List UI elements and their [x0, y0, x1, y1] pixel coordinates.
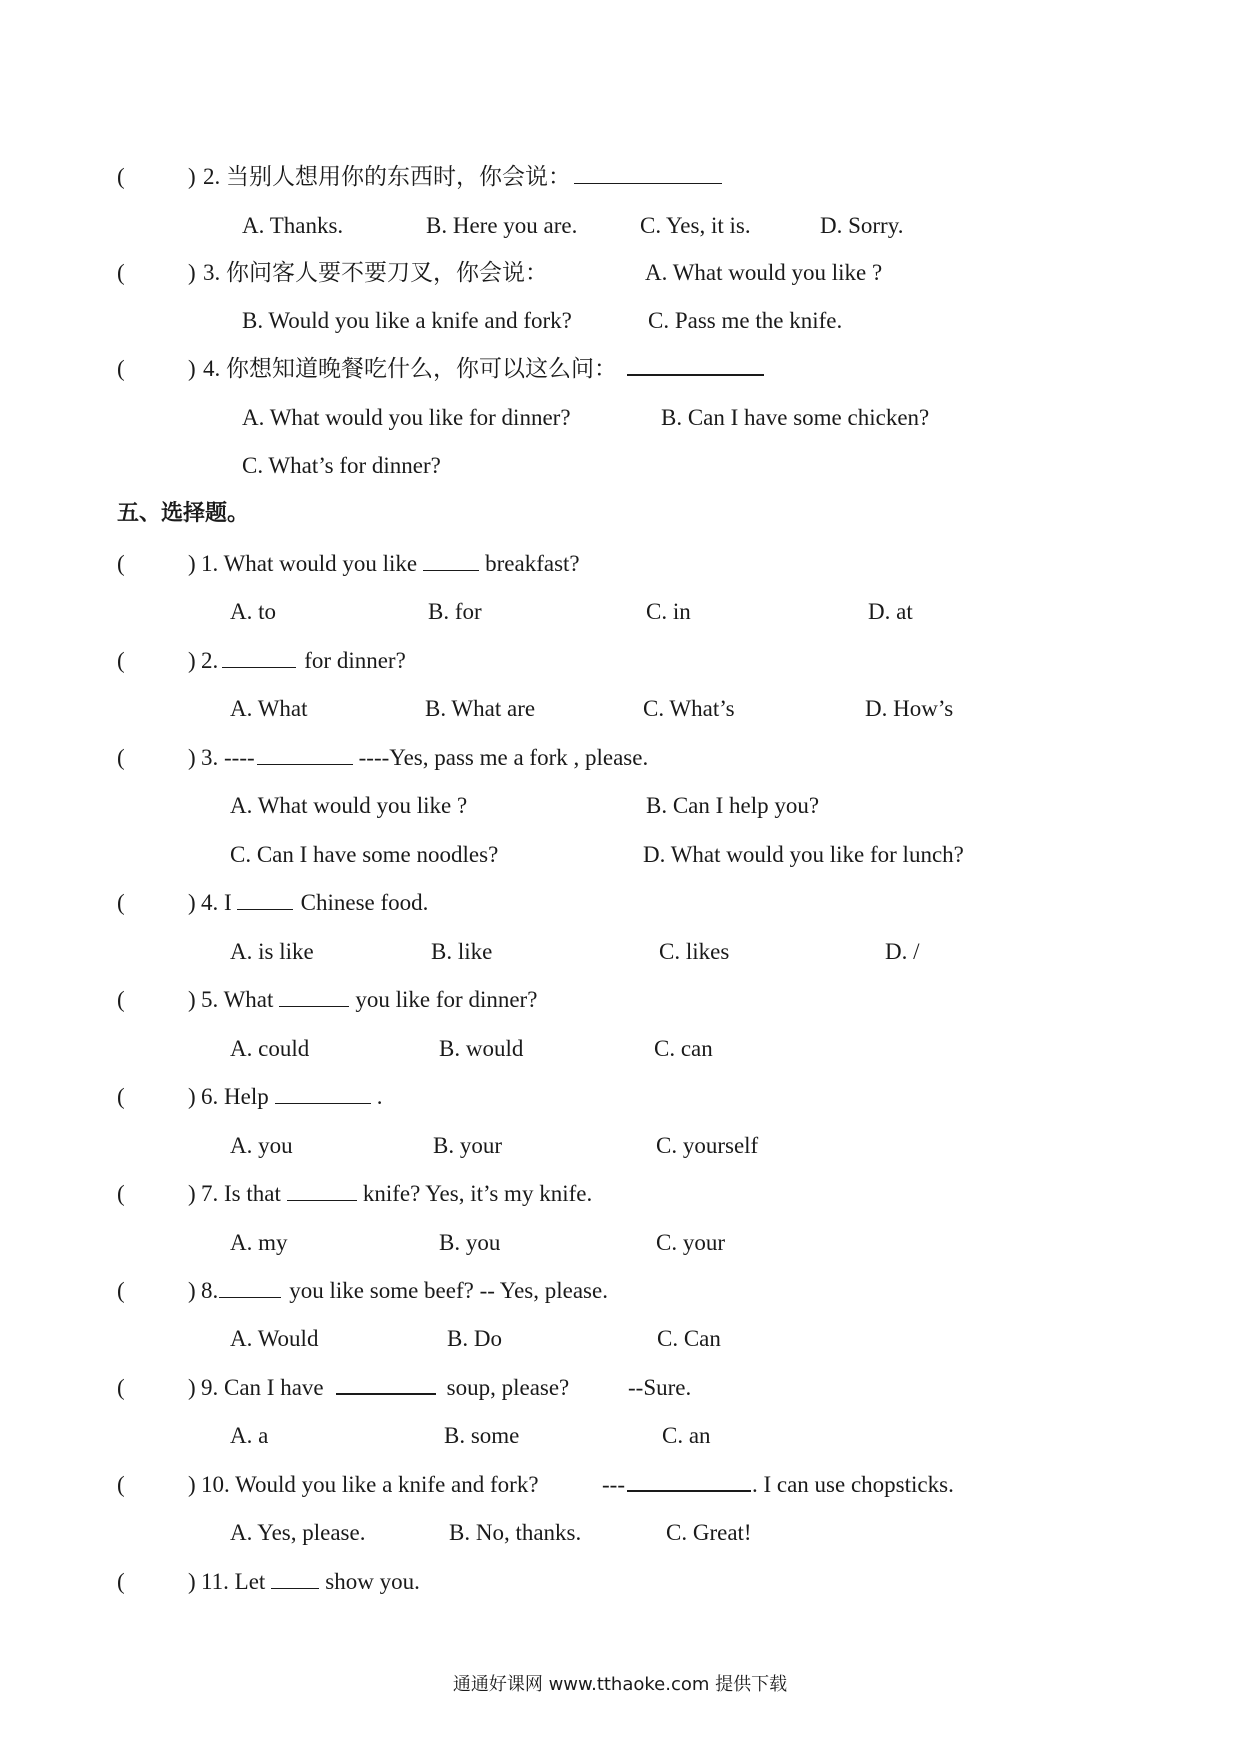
paren-close: ) — [188, 1375, 196, 1400]
paren-close: ) — [188, 260, 196, 285]
question-row — [0, 985, 1240, 1015]
paren-close: ) — [188, 164, 196, 189]
option-d[interactable]: D. Sorry. — [820, 213, 904, 238]
paren-close: ) — [188, 356, 196, 381]
question-text: 10. Would you like a knife and fork? — [201, 1472, 539, 1497]
option-c[interactable]: C. an — [662, 1423, 711, 1448]
answer-blank[interactable] — [222, 647, 296, 668]
paren-open: ( — [117, 356, 125, 381]
option-c[interactable]: C. yourself — [656, 1133, 759, 1158]
answer-blank[interactable] — [423, 550, 479, 571]
option-a[interactable]: A. What would you like ? — [645, 260, 883, 285]
reply-text: --Sure. — [628, 1375, 692, 1400]
option-c[interactable]: C. What’s for dinner? — [242, 453, 441, 478]
option-b[interactable]: B. like — [431, 939, 493, 964]
question-text-end: . — [376, 1084, 383, 1109]
option-c[interactable]: C. What’s — [643, 696, 735, 721]
question-row — [0, 743, 1240, 773]
options-row — [0, 403, 1240, 433]
options-row — [0, 597, 1240, 627]
paren-open: ( — [117, 1472, 125, 1497]
answer-blank[interactable] — [336, 1373, 436, 1395]
option-b[interactable]: B. Here you are. — [426, 213, 578, 238]
option-d[interactable]: D. How’s — [865, 696, 954, 721]
paren-close: ) — [188, 1472, 196, 1497]
paren-open: ( — [117, 260, 125, 285]
option-c[interactable]: C. Yes, it is. — [640, 213, 751, 238]
question-row — [0, 1276, 1240, 1306]
option-d[interactable]: D. at — [868, 599, 913, 624]
paren-close: ) — [188, 1569, 196, 1594]
answer-blank[interactable] — [257, 744, 353, 765]
question-row — [0, 1082, 1240, 1112]
options-row — [0, 1421, 1240, 1451]
option-c[interactable]: C. can — [654, 1036, 713, 1061]
question-text: 3. 你问客人要不要刀叉，你会说： — [203, 260, 548, 285]
question-text: 3. ---- — [201, 745, 255, 770]
paren-open: ( — [117, 1278, 125, 1303]
option-a[interactable]: A. could — [230, 1036, 310, 1061]
option-a[interactable]: A. What would you like ? — [230, 793, 468, 818]
answer-blank[interactable] — [627, 1470, 751, 1492]
option-a[interactable]: A. Thanks. — [242, 213, 344, 238]
option-b[interactable]: B. Can I help you? — [646, 793, 820, 818]
paren-open: ( — [117, 648, 125, 673]
question-row — [0, 646, 1240, 676]
option-d[interactable]: D. / — [885, 939, 920, 964]
option-b[interactable]: B. What are — [425, 696, 536, 721]
paren-close: ) — [188, 551, 196, 576]
option-b[interactable]: B. some — [444, 1423, 520, 1448]
answer-blank[interactable] — [271, 1568, 319, 1589]
option-a[interactable]: A. to — [230, 599, 276, 624]
answer-blank[interactable] — [275, 1083, 371, 1104]
paren-close: ) — [188, 1181, 196, 1206]
option-b[interactable]: B. would — [439, 1036, 524, 1061]
question-text: 7. Is that — [201, 1181, 281, 1206]
question-text-end: . I can use chopsticks. — [751, 1472, 954, 1497]
question-row — [0, 162, 1240, 192]
question-text-end: breakfast? — [485, 551, 580, 576]
question-text-end: for dinner? — [304, 648, 406, 673]
question-row — [0, 549, 1240, 579]
question-row — [0, 1179, 1240, 1209]
dash-text: --- — [602, 1472, 625, 1497]
options-row — [0, 937, 1240, 967]
option-d[interactable]: D. What would you like for lunch? — [643, 842, 964, 867]
paren-close: ) — [188, 745, 196, 770]
option-c[interactable]: C. likes — [659, 939, 730, 964]
options-row — [0, 211, 1240, 241]
options-row — [0, 451, 1240, 481]
question-text: 4. 你想知道晚餐吃什么，你可以这么问： — [203, 356, 617, 381]
question-text: 9. Can I have — [201, 1375, 324, 1400]
page-footer: 通通好课网 www.tthaoke.com 提供下载 — [452, 1674, 788, 1695]
question-text-end: knife? Yes, it’s my knife. — [362, 1181, 593, 1206]
paren-open: ( — [117, 1569, 125, 1594]
question-row — [0, 1373, 1240, 1403]
paren-open: ( — [117, 987, 125, 1012]
question-row — [0, 354, 1240, 384]
paren-close: ) — [188, 1278, 196, 1303]
option-c[interactable]: C. your — [656, 1230, 725, 1255]
option-b[interactable]: B. for — [428, 599, 482, 624]
option-c[interactable]: C. in — [646, 599, 691, 624]
question-row — [0, 1470, 1240, 1500]
options-row — [0, 840, 1240, 870]
question-text-end: Chinese food. — [300, 890, 429, 915]
option-b[interactable]: B. No, thanks. — [449, 1520, 582, 1545]
options-row — [0, 1034, 1240, 1064]
question-text-end: soup, please? — [446, 1375, 570, 1400]
option-a[interactable]: A. What — [230, 696, 308, 721]
option-b[interactable]: B. you — [439, 1230, 501, 1255]
option-c[interactable]: C. Can I have some noodles? — [230, 842, 499, 867]
option-a[interactable]: A. Would — [230, 1326, 319, 1351]
question-text: 1. What would you like — [201, 551, 418, 576]
options-row — [0, 791, 1240, 821]
question-row — [0, 258, 1240, 288]
paren-open: ( — [117, 551, 125, 576]
paren-close: ) — [188, 987, 196, 1012]
paren-open: ( — [117, 890, 125, 915]
question-text-end: you like some beef? -- Yes, please. — [289, 1278, 608, 1303]
paren-close: ) — [188, 1084, 196, 1109]
question-text: 4. I — [201, 890, 232, 915]
option-a[interactable]: A. a — [230, 1423, 269, 1448]
answer-blank[interactable] — [237, 889, 293, 910]
option-a[interactable]: A. is like — [230, 939, 314, 964]
options-row — [0, 694, 1240, 724]
option-b[interactable]: B. Can I have some chicken? — [661, 405, 930, 430]
question-text: 11. Let — [201, 1569, 266, 1594]
option-a[interactable]: A. you — [230, 1133, 293, 1158]
paren-close: ) — [188, 890, 196, 915]
paren-open: ( — [117, 745, 125, 770]
option-a[interactable]: A. Yes, please. — [230, 1520, 366, 1545]
paren-open: ( — [117, 1084, 125, 1109]
option-c[interactable]: C. Pass me the knife. — [648, 308, 843, 333]
question-text-end: ----Yes, pass me a fork , please. — [358, 745, 649, 770]
options-row — [0, 1131, 1240, 1161]
answer-blank[interactable] — [287, 1180, 357, 1201]
answer-blank[interactable] — [219, 1277, 281, 1298]
section-heading: 五、选择题。 — [117, 501, 250, 526]
paren-close: ) — [188, 648, 196, 673]
question-text: 8. — [201, 1278, 219, 1303]
option-b[interactable]: B. Do — [447, 1326, 502, 1351]
question-text: 2. — [201, 648, 219, 673]
option-a[interactable]: A. What would you like for dinner? — [242, 405, 571, 430]
options-row — [0, 1518, 1240, 1548]
paren-open: ( — [117, 1181, 125, 1206]
question-text-end: you like for dinner? — [355, 987, 538, 1012]
paren-open: ( — [117, 1375, 125, 1400]
answer-blank[interactable] — [574, 163, 722, 184]
option-c[interactable]: C. Can — [657, 1326, 721, 1351]
options-row — [0, 306, 1240, 336]
option-b[interactable]: B. Would you like a knife and fork? — [242, 308, 572, 333]
question-row — [0, 888, 1240, 918]
question-text: 2. 当别人想用你的东西时，你会说： — [203, 164, 571, 189]
question-text-end: show you. — [325, 1569, 420, 1594]
option-a[interactable]: A. my — [230, 1230, 288, 1255]
question-text: 5. What — [201, 987, 274, 1012]
options-row — [0, 1324, 1240, 1354]
options-row — [0, 1228, 1240, 1258]
question-text: 6. Help — [201, 1084, 269, 1109]
question-row — [0, 1567, 1240, 1597]
option-c[interactable]: C. Great! — [666, 1520, 752, 1545]
answer-blank[interactable] — [627, 354, 764, 376]
answer-blank[interactable] — [279, 986, 349, 1007]
paren-open: ( — [117, 164, 125, 189]
option-b[interactable]: B. your — [433, 1133, 502, 1158]
